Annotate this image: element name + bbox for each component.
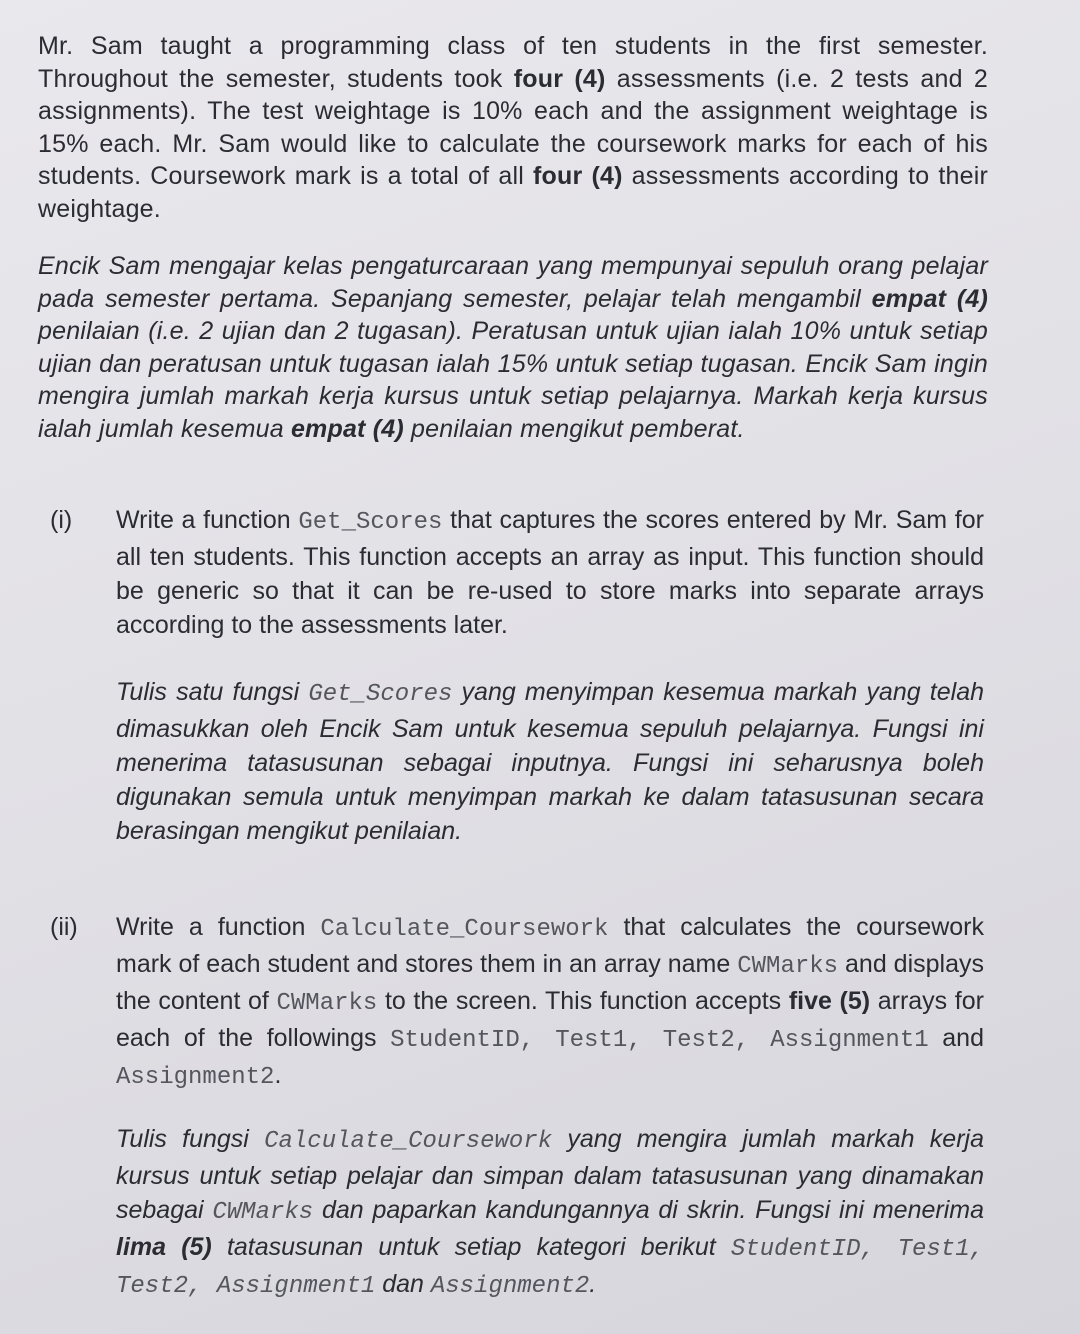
question-i-number: (i): [50, 506, 73, 534]
q2-en-text-7: .: [274, 1061, 282, 1089]
q1-en-text-2: that captures the scores entered by Mr. Sam for all ten students. This function accepts an array as input. This function should be generic so that it can be re-used to store marks into separate arrays according to the assessments later.: [116, 506, 984, 639]
q2-en-code-4: StudentID, Test1, Test2, Assignment1: [390, 1027, 929, 1054]
question-ii-number: (ii): [50, 913, 78, 941]
q2-ms-text-3: dan paparkan kandungannya di skrin. Fungsi ini menerima: [313, 1196, 984, 1224]
intro-ms-bold-2: empat (4): [290, 414, 404, 443]
q2-en-code-1: Calculate_Coursework: [320, 916, 609, 943]
q2-ms-bold: lima (5): [116, 1233, 212, 1261]
intro-en-text-2: assessments (i.e. 2 tests and 2 assignments). The test weightage is 10% each and the assignment weightage is 15% each. Mr. Sam would like to calculate the coursework marks for each of his students. Coursework mark is a total of all: [38, 64, 989, 190]
q2-en-code-2: CWMarks: [737, 953, 839, 980]
intro-ms-bold-1: empat (4): [871, 284, 989, 313]
question-i-english: [116, 503, 984, 642]
question-ii-english: [116, 910, 984, 1095]
q2-en-text-5: arrays for each of the followings: [116, 987, 984, 1052]
q2-en-text-2: that calculates the coursework mark of each student and stores them in an array name: [116, 913, 984, 978]
question-ii-malay: [116, 1122, 984, 1304]
intro-english: [38, 30, 988, 225]
q2-en-text-3: and displays the content of: [116, 950, 984, 1015]
q2-ms-code-3: StudentID, Test1, Test2, Assignment1: [116, 1236, 984, 1300]
intro-ms-text-1: Encik Sam mengajar kelas pengaturcaraan yang mempunyai sepuluh orang pelajar pada semester pertama. Sepanjang semester, pelajar telah mengambil: [38, 252, 988, 313]
q2-ms-text-1: Tulis fungsi: [116, 1125, 265, 1153]
intro-malay: [38, 250, 988, 445]
q1-ms-code: Get_Scores: [308, 681, 453, 708]
q2-ms-text-5: dan: [375, 1270, 431, 1298]
q2-ms-text-6: .: [589, 1270, 597, 1298]
intro-en-text-3: assessments according to their weightage.: [38, 162, 988, 223]
intro-ms-text-3: penilaian mengikut pemberat.: [403, 414, 745, 443]
q2-en-text-4: to the screen. This function accepts: [377, 987, 789, 1015]
intro-en-bold-2: four (4): [533, 162, 623, 190]
q2-en-code-3: CWMarks: [276, 990, 378, 1017]
q2-en-code-5: Assignment2: [116, 1064, 275, 1091]
q1-en-text-1: Write a function: [116, 506, 299, 534]
q1-ms-text-2: yang menyimpan kesemua markah yang telah dimasukkan oleh Encik Sam untuk kesemua sepuluh pelajarnya. Fungsi ini menerima tatasusunan sebagai inputnya. Fungsi ini seharusnya boleh digunakan semula untuk menyimpan markah ke dalam tatasusunan secara berasingan mengikut penilaian.: [116, 678, 985, 845]
q2-en-bold: five (5): [788, 987, 871, 1015]
q2-ms-text-2: yang mengira jumlah markah kerja kursus untuk setiap pelajar dan simpan dalam tatasusunan yang dinamakan sebagai: [116, 1125, 984, 1224]
q2-ms-code-2: CWMarks: [212, 1199, 314, 1226]
q1-en-code: Get_Scores: [298, 509, 443, 536]
intro-ms-text-2: penilaian (i.e. 2 ujian dan 2 tugasan). Peratusan untuk ujian ialah 10% untuk setiap ujian dan peratusan untuk tugasan ialah 15% untuk setiap tugasan. Encik Sam ingin mengira jumlah markah kerja kursus untuk setiap pelajarnya. Markah kerja kursus ialah jumlah kesemua: [38, 317, 988, 443]
intro-en-bold-1: four (4): [513, 64, 606, 93]
q1-ms-text-1: Tulis satu fungsi: [116, 678, 309, 706]
question-i-malay: [116, 675, 984, 848]
q2-ms-text-4: tatasusunan untuk setiap kategori berikut: [211, 1233, 731, 1261]
q2-en-text-6: and: [928, 1024, 984, 1052]
q2-en-text-1: Write a function: [116, 913, 321, 941]
q2-ms-code-1: Calculate_Coursework: [264, 1128, 553, 1155]
q2-ms-code-4: Assignment2: [430, 1273, 590, 1300]
intro-en-text-1: Mr. Sam taught a programming class of ten students in the first semester. Throughout the semester, students took: [38, 32, 988, 93]
